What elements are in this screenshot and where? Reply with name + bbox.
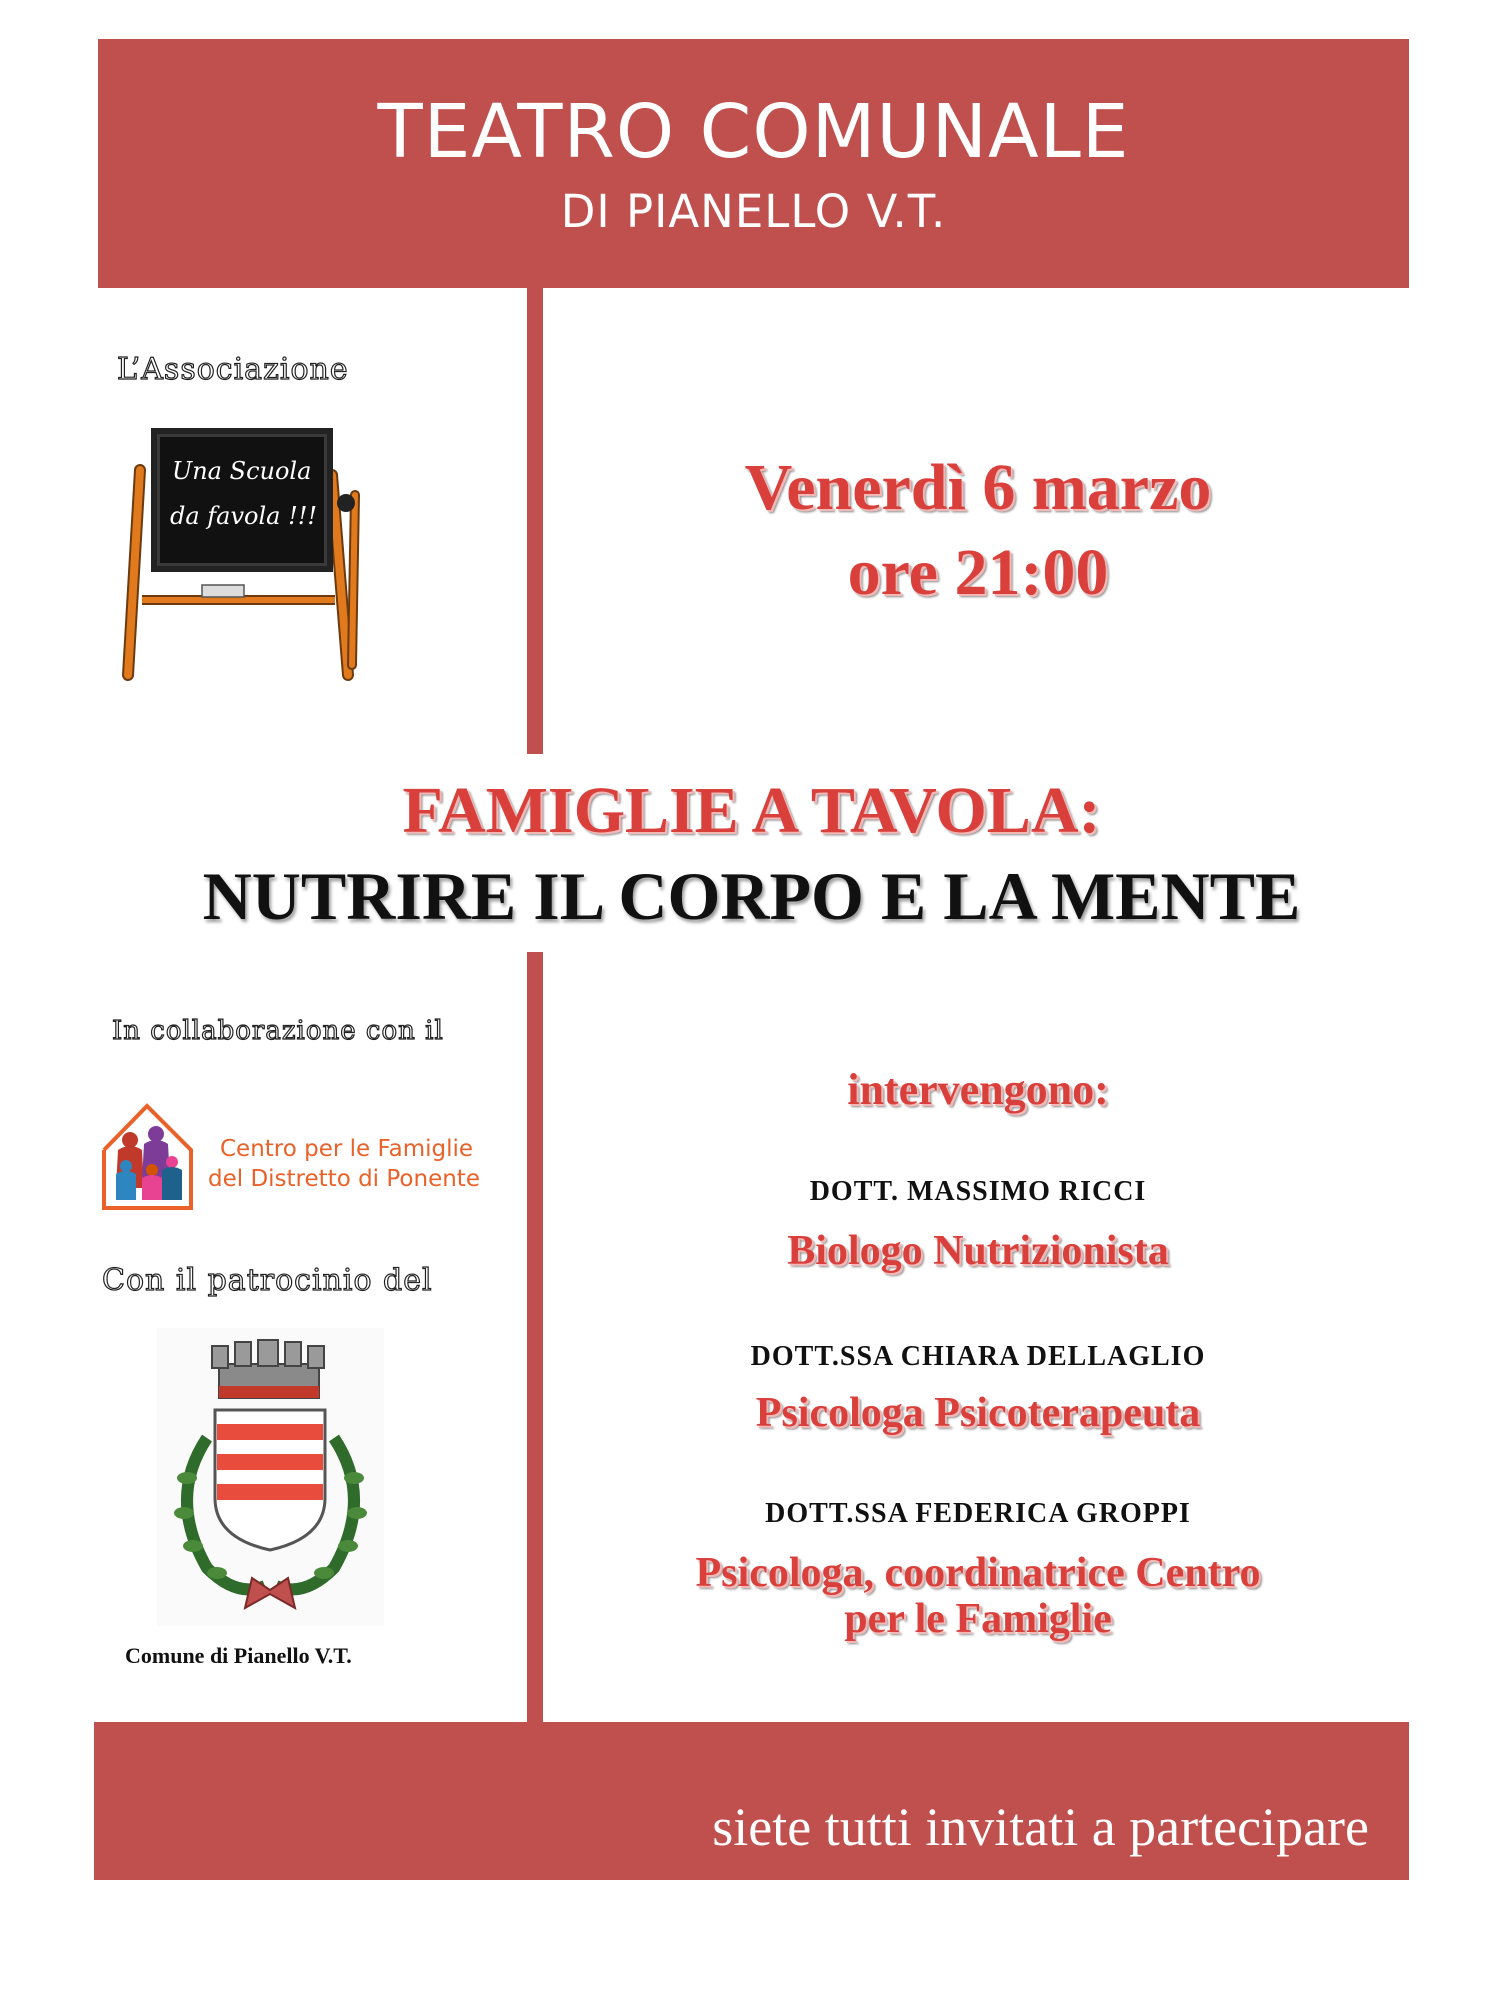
centro-name-line2: del Distretto di Ponente xyxy=(208,1166,480,1192)
speaker-role-line2: per le Famiglie xyxy=(844,1596,1112,1643)
speaker-role: Psicologa Psicoterapeuta xyxy=(755,1390,1201,1436)
divider-bottom xyxy=(527,952,543,1722)
chalkboard-text-line1: Una Scuola xyxy=(172,457,312,485)
family-house-icon xyxy=(100,1100,195,1212)
coat-of-arms-icon xyxy=(157,1328,384,1626)
centro-name-line1: Centro per le Famiglie xyxy=(220,1136,474,1162)
venue-title: TEATRO COMUNALE xyxy=(377,89,1130,175)
speaker-role: Biologo Nutrizionista xyxy=(787,1228,1169,1274)
speaker-role-line1: Psicologa, coordinatrice Centro xyxy=(695,1550,1261,1596)
event-time: ore 21:00 xyxy=(847,536,1109,609)
chalkboard-text-line2: da favola !!! xyxy=(170,502,318,530)
footer-banner xyxy=(94,1722,1409,1880)
event-date: Venerdì 6 marzo xyxy=(744,451,1212,524)
invitation-text: siete tutti invitati a partecipare xyxy=(712,1797,1369,1857)
association-label: L’Associazione xyxy=(117,352,349,387)
collaboration-label: In collaborazione con il xyxy=(112,1016,444,1046)
venue-subtitle: DI PIANELLO V.T. xyxy=(560,185,947,238)
patrocinio-label: Con il patrocinio del xyxy=(102,1263,433,1298)
header-banner xyxy=(98,39,1409,288)
speaker-name: DOTT.SSA FEDERICA GROPPI xyxy=(765,1498,1191,1529)
event-title-line1: FAMIGLIE A TAVOLA: xyxy=(402,774,1101,847)
speaker-name: DOTT. MASSIMO RICCI xyxy=(809,1176,1147,1207)
speaker-name: DOTT.SSA CHIARA DELLAGLIO xyxy=(750,1341,1206,1372)
event-title-line2: NUTRIRE IL CORPO E LA MENTE xyxy=(202,858,1301,934)
speakers-heading: intervengono: xyxy=(847,1065,1109,1114)
divider-top xyxy=(527,288,543,754)
comune-label: Comune di Pianello V.T. xyxy=(125,1643,352,1668)
speaker-role xyxy=(543,1550,1413,1642)
